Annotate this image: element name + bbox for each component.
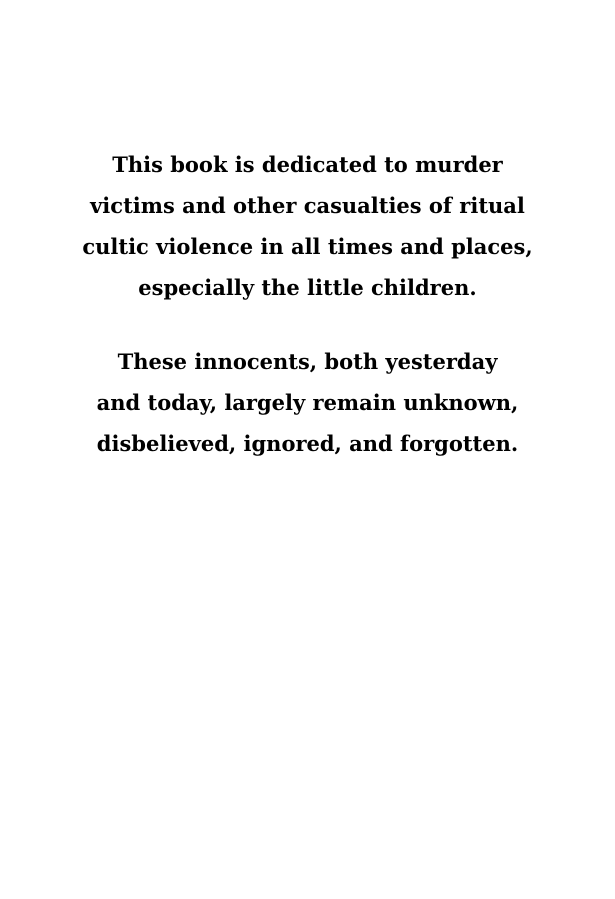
dedication-paragraph-2 [0,341,615,464]
dedication-paragraph-1 [0,144,615,308]
dedication-line: and today, largely remain unknown, [96,390,519,415]
dedication-line: This book is dedicated to murder [112,152,503,177]
dedication-line: disbelieved, ignored, and forgotten. [96,431,519,456]
dedication-line: victims and other casualties of ritual [90,193,525,218]
dedication-line: cultic violence in all times and places, [82,234,533,259]
dedication-line: especially the little children. [138,275,477,300]
dedication-line: These innocents, both yesterday [117,349,498,374]
